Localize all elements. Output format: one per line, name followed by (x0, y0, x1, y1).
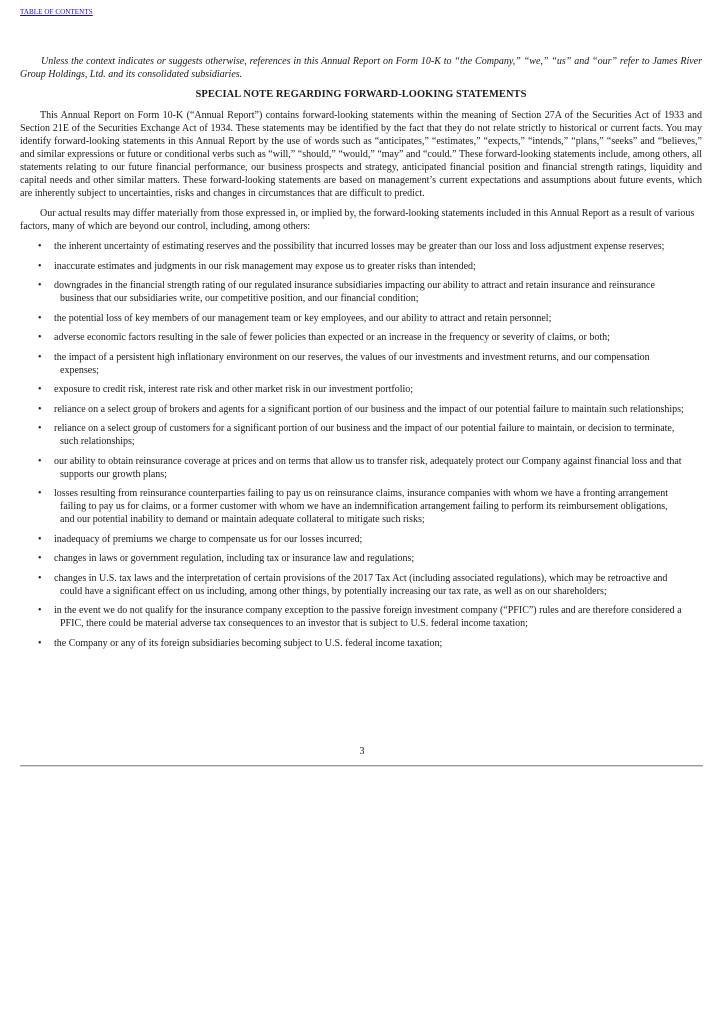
bullet-icon: • (38, 332, 42, 343)
bullet-icon: • (38, 351, 42, 363)
list-item (20, 351, 702, 377)
page-number: 3 (359, 746, 365, 757)
list-item-text: our ability to obtain reinsurance coverage at prices and on terms that allow us to transfer risk, adequately protect our Company against financial loss and that supports our growth plans; (54, 455, 682, 480)
bullet-icon: • (38, 572, 42, 584)
list-item-text: downgrades in the financial strength rating of our regulated insurance subsidiaries impacting our ability to attract and retain insurance and reinsurance business that our subsidiaries write, our competitive position, and our financial condition; (54, 280, 655, 304)
risk-factor-list (20, 240, 702, 650)
table-of-contents-link[interactable]: TABLE OF CONTENTS (20, 8, 93, 16)
list-item (20, 637, 702, 650)
list-item (20, 533, 702, 546)
bullet-icon: • (38, 553, 42, 564)
list-item-text: adverse economic factors resulting in the sale of fewer policies than expected or an increase in the frequency or severity of claims, or both; (54, 332, 610, 343)
bullet-icon: • (38, 260, 42, 272)
list-item-text: changes in U.S. tax laws and the interpretation of certain provisions of the 2017 Tax Act (including associated regulations), which may be retroactive and could have a significant effect on us including, among other things, by potentially increasing our tax rate, as well as on our shareholders; (54, 572, 668, 597)
bullet-icon: • (38, 384, 42, 395)
list-item-text: reliance on a select group of brokers and agents for a significant portion of our business and the impact of our potential failure to maintain such relationships; (54, 403, 684, 415)
list-item-text: the potential loss of key members of our management team or key employees, and our ability to attract and retain personnel; (54, 312, 552, 324)
section-heading: SPECIAL NOTE REGARDING FORWARD-LOOKING STATEMENTS (195, 89, 527, 100)
list-item (20, 572, 702, 598)
bullet-icon: • (38, 488, 42, 499)
list-item-text: exposure to credit risk, interest rate risk and other market risk in our investment portfolio; (54, 384, 414, 395)
list-item (20, 331, 702, 344)
list-item-text: the impact of a persistent high inflationary environment on our reserves, the values of our investments and investment returns, and our compensation expenses; (54, 351, 650, 376)
list-item-text: changes in laws or government regulation, including tax or insurance law and regulations; (54, 553, 415, 564)
page-content (20, 55, 702, 656)
list-item-text: the Company or any of its foreign subsidiaries becoming subject to U.S. federal income taxation; (54, 637, 443, 649)
bullet-icon: • (38, 533, 42, 545)
forward-looking-paragraph: This Annual Report on Form 10-K (“Annual Report”) contains forward-looking statements within the meaning of Section 27A of the Securities Act of 1933 and Section 21E of the Securities Exchange Act of 1934. These statements may be identified by the fact that they do not relate strictly to historical or current facts. You may identify forward-looking statements in this Annual Report by the use of words such as “anticipates,” “estimates,” “expects,” “intends,” “plans,” “seeks” and “believes,” and similar expressions or future or conditional verbs such as “will,” “should,” “would,” “may” and “could.” These forward-looking statements include, among others, all statements relating to our future financial performance, our business prospects and strategy, anticipated financial position and financial strength ratings, liquidity and capital needs and other similar matters. These forward-looking statements are based on management’s current expectations and assumptions about future events, which are inherently subject to uncertainties, risks and changes in circumstances that are difficult to predict. (20, 110, 702, 199)
list-item (20, 279, 702, 305)
list-item-text: losses resulting from reinsurance counterparties failing to pay us on reinsurance claims, insurance companies with whom we have a fronting arrangement failing to pay us for claims, or a former customer with whom we have an indemnification arrangement failing to perform its reimbursement obligations, and our potential inability to demand or maintain adequate collateral to mitigate such risks; (54, 488, 668, 525)
list-item (20, 312, 702, 325)
list-item (20, 604, 702, 630)
bullet-icon: • (38, 605, 42, 616)
list-item (20, 403, 702, 416)
list-item (20, 487, 702, 526)
page-divider (20, 765, 703, 766)
bullet-icon: • (38, 312, 42, 324)
bullet-icon: • (38, 423, 42, 434)
list-item-text: inaccurate estimates and judgments in our risk management may expose us to greater risks than intended; (54, 260, 476, 272)
list-item (20, 260, 702, 273)
list-item (20, 552, 702, 565)
list-item-text: inadequacy of premiums we charge to compensate us for our losses incurred; (54, 533, 363, 545)
bullet-icon: • (38, 280, 42, 291)
list-item (20, 455, 702, 481)
list-item (20, 240, 702, 253)
risk-factors-intro-paragraph: Our actual results may differ materially from those expressed in, or implied by, the forward-looking statements included in this Annual Report as a result of various factors, many of which are beyond our control, including, among others: (20, 208, 695, 232)
list-item (20, 422, 702, 448)
list-item (20, 383, 702, 396)
list-item-text: in the event we do not qualify for the insurance company exception to the passive foreign investment company (“PFIC”) rules and are therefore considered a PFIC, there could be material adverse tax consequences to an investor that is subject to U.S. federal income taxation; (54, 605, 682, 629)
bullet-icon: • (38, 455, 42, 467)
bullet-icon: • (38, 637, 42, 649)
list-item-text: the inherent uncertainty of estimating reserves and the possibility that incurred losses may be greater than our loss and loss adjustment expense reserves; (54, 241, 665, 252)
bullet-icon: • (38, 403, 42, 415)
intro-paragraph: Unless the context indicates or suggests otherwise, references in this Annual Report on Form 10-K to “the Company,” “we,” “us” and “our” refer to James River Group Holdings, Ltd. and its consolidated subsidiaries. (20, 56, 702, 80)
list-item-text: reliance on a select group of customers for a significant portion of our business and the impact of our potential failure to maintain, or decision to terminate, such relationships; (54, 423, 675, 447)
bullet-icon: • (38, 241, 42, 252)
